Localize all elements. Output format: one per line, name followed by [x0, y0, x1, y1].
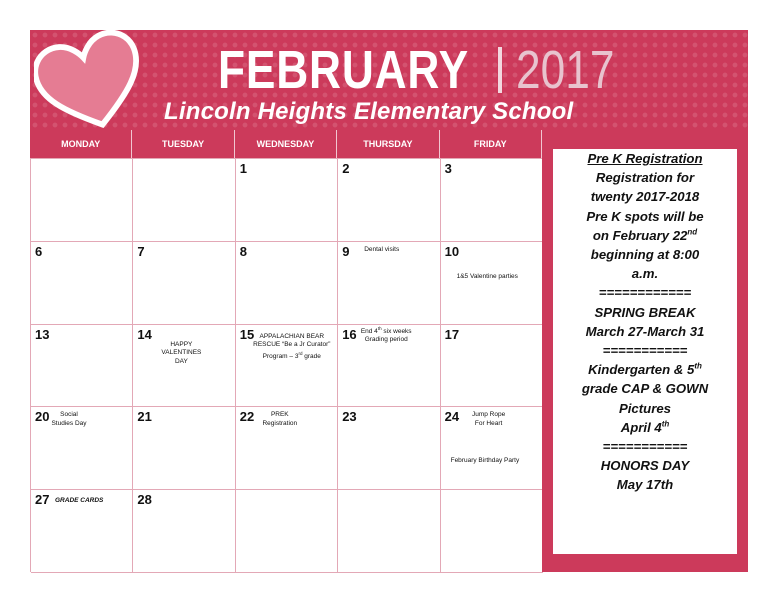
announcement-line: Pictures: [618, 400, 672, 416]
day-cell: [133, 325, 235, 408]
day-cell: [133, 242, 235, 325]
weekday-thursday: THURSDAY: [337, 130, 439, 158]
day-cell: [338, 490, 440, 573]
day-cell: [133, 407, 235, 490]
weekday-friday: FRIDAY: [440, 130, 542, 158]
day-cell: [338, 159, 440, 242]
event-prek-registration: [260, 411, 300, 428]
calendar: [30, 30, 748, 572]
announcement-panel: [542, 130, 748, 572]
day-cell: [31, 325, 133, 408]
prek-title: Pre K Registration: [587, 151, 703, 166]
announcement-line: [553, 226, 737, 245]
separator-line: ===========: [602, 439, 688, 455]
announcement-text: April 4: [620, 419, 662, 435]
day-cell: [236, 407, 338, 490]
honors-day-date: May 17th: [616, 477, 674, 493]
day-cell: [236, 242, 338, 325]
day-cell: [31, 159, 133, 242]
event-birthday-party: February Birthday Party: [450, 457, 520, 465]
day-number: 7: [137, 243, 145, 259]
day-number: 15: [239, 326, 255, 342]
announcement-line: grade CAP & GOWN: [581, 381, 709, 397]
day-number: 17: [444, 326, 460, 342]
day-number: 8: [239, 243, 248, 259]
day-cell: [31, 490, 133, 573]
event-line: Studies Day: [51, 419, 87, 427]
month-title: [218, 36, 636, 104]
event-line: PREK: [270, 411, 289, 419]
announcement-line: a.m.: [631, 266, 659, 282]
event-line: six weeks: [381, 327, 412, 335]
school-name: Lincoln Heights Elementary School: [164, 98, 574, 125]
announcement-line: beginning at 8:00: [590, 247, 700, 263]
event-line: End 4: [360, 327, 378, 335]
event-social-studies-day: [49, 411, 89, 428]
day-cell: [441, 407, 543, 490]
weekday-header-row: [30, 130, 542, 158]
event-end-six-weeks: [358, 325, 414, 345]
day-cell: [236, 325, 338, 408]
event-line: VALENTINES: [161, 349, 202, 357]
event-grade-cards: GRADE CARDS: [55, 497, 104, 505]
calendar-banner: [30, 30, 748, 130]
honors-day-title: HONORS DAY: [600, 458, 690, 474]
event-valentine-parties: 1&5 Valentine parties: [456, 272, 518, 280]
day-number: 1: [239, 161, 248, 176]
event-line: RESCUE “Be a Jr Curator”: [253, 341, 331, 349]
day-cell: [441, 490, 543, 573]
announcement-line: [553, 418, 737, 437]
event-dental-visits: Dental visits: [364, 245, 400, 253]
event-line: grade: [302, 352, 321, 360]
event-line: DAY: [174, 357, 188, 365]
event-valentines-day: [159, 341, 203, 367]
announcement-line: twenty 2017-2018: [590, 189, 700, 205]
heart-icon: [34, 30, 150, 130]
event-superscript: th: [377, 325, 382, 331]
day-number: 16: [342, 326, 357, 342]
day-number: 13: [35, 326, 50, 342]
announcement-line: Registration for: [595, 170, 695, 186]
title-divider: [498, 47, 502, 93]
day-number: 24: [444, 409, 460, 425]
announcement-superscript: th: [694, 361, 702, 371]
month-label: FEBRUARY: [218, 40, 469, 100]
day-number: 9: [342, 243, 350, 259]
event-line: Program – 3: [262, 352, 299, 360]
event-line: Registration: [262, 419, 298, 427]
day-cell: [236, 159, 338, 242]
day-cell: [236, 490, 338, 573]
day-cell: [338, 407, 440, 490]
day-cell: [31, 407, 133, 490]
spring-break-title: SPRING BREAK: [594, 304, 696, 320]
event-superscript: rd: [298, 350, 303, 356]
event-jump-rope-for-heart: [469, 411, 509, 428]
event-line: Social: [60, 411, 78, 419]
announcement-text: Kindergarten & 5: [588, 362, 695, 378]
announcement-superscript: th: [661, 419, 670, 429]
event-line: For Heart: [474, 419, 503, 427]
day-number: 10: [444, 243, 460, 259]
event-line: HAPPY: [170, 340, 193, 348]
day-number: 14: [137, 326, 152, 342]
day-number: 21: [137, 409, 152, 425]
day-cell: [31, 242, 133, 325]
day-number: 22: [239, 409, 255, 425]
announcement-line: Pre K spots will be: [586, 208, 704, 224]
announcement-line: [553, 360, 737, 379]
event-appalachian-bear-rescue: [248, 333, 336, 362]
day-cell: [338, 325, 440, 408]
spring-break-dates: March 27-March 31: [585, 323, 705, 339]
announcement-box: [553, 149, 737, 554]
event-line: Jump Rope: [471, 411, 506, 419]
day-cell: [441, 242, 543, 325]
day-cell: [338, 242, 440, 325]
day-grid: [30, 158, 542, 572]
day-cell: [441, 159, 543, 242]
event-line: APPALACHIAN BEAR: [259, 332, 325, 340]
separator-line: ===========: [602, 343, 688, 359]
day-number: 20: [35, 409, 50, 425]
day-number: 2: [342, 161, 350, 176]
weekday-monday: MONDAY: [30, 130, 132, 158]
event-line: Grading period: [364, 336, 408, 344]
year-label: 2017: [516, 40, 615, 100]
day-cell: [133, 490, 235, 573]
announcement-superscript: nd: [687, 227, 698, 237]
weekday-wednesday: WEDNESDAY: [235, 130, 337, 158]
day-number: 6: [35, 243, 43, 259]
separator-line: ============: [598, 285, 692, 301]
day-number: 28: [137, 492, 152, 508]
day-number: 27: [35, 492, 50, 508]
day-cell: [441, 325, 543, 408]
day-cell: [133, 159, 235, 242]
announcement-text: on February 22: [592, 227, 688, 243]
day-number: 3: [444, 161, 452, 176]
weekday-tuesday: TUESDAY: [132, 130, 234, 158]
day-number: 23: [342, 409, 357, 425]
